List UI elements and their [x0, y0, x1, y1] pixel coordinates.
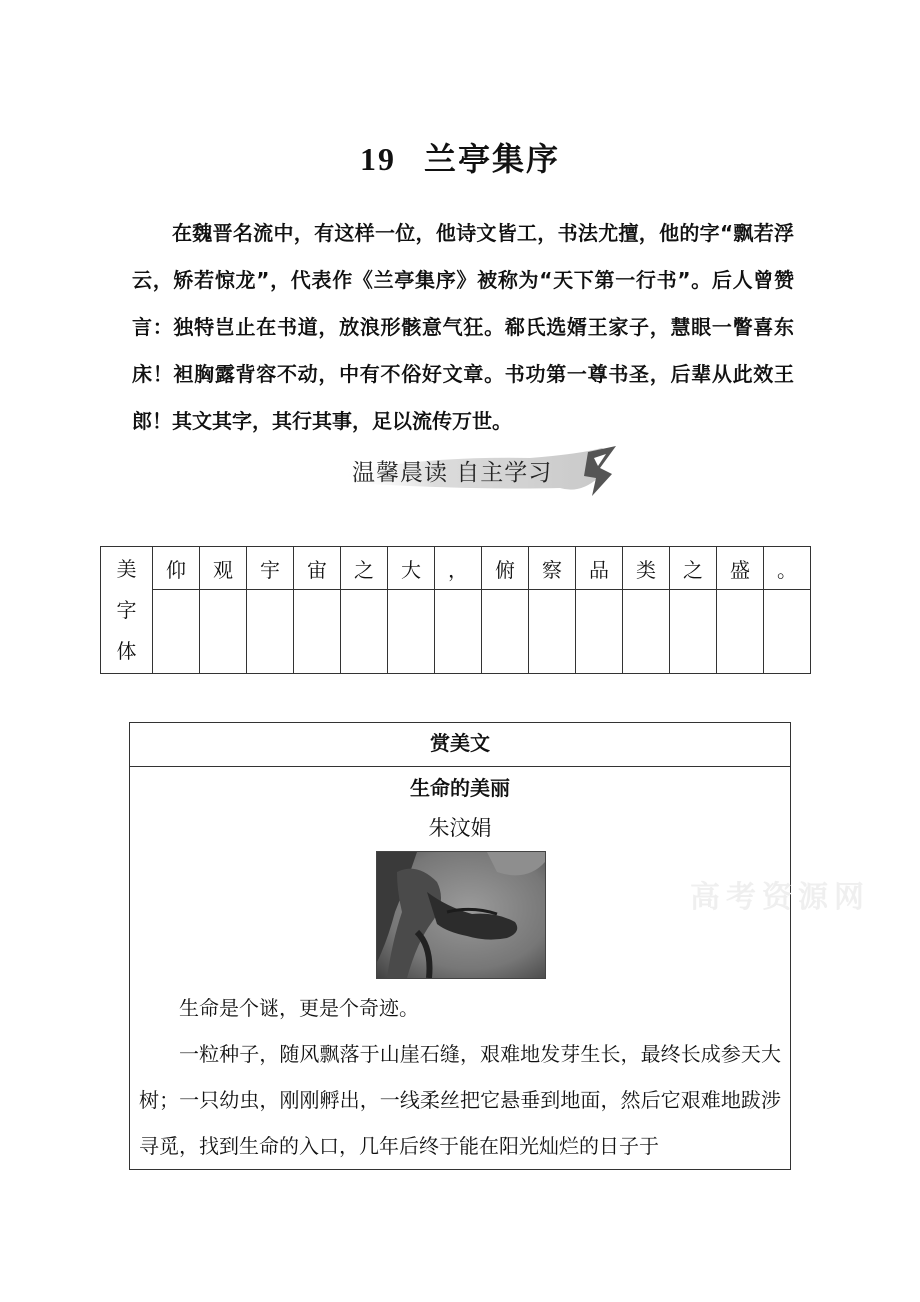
writing-cell[interactable] [247, 590, 294, 674]
writing-cell[interactable] [200, 590, 247, 674]
lesson-number: 19 [359, 141, 396, 177]
writing-cell[interactable] [153, 590, 200, 674]
intro-paragraph: 在魏晋名流中，有这样一位，他诗文皆工，书法尤擅，他的字“飘若浮云，矫若惊龙”，代表作《兰亭集序》被称为“天下第一行书”。后人曾赞言：独特岂止在书道，放浪形骸意气狂。郗氏选婿王家子，慧眼一瞥喜东床！袒胸露背容不动，中有不俗好文章。书功第一尊书圣，后辈从此效王郎！其文其字，其行其事，足以流传万世。 [132, 221, 794, 433]
bonsai-photo-image [376, 851, 546, 979]
writing-cell[interactable] [717, 590, 764, 674]
model-char-cell: 大 [388, 547, 435, 590]
writing-cell[interactable] [294, 590, 341, 674]
essay-body [139, 985, 781, 1169]
calligraphy-practice-grid [100, 546, 811, 674]
writing-cell[interactable] [576, 590, 623, 674]
writing-cell[interactable] [764, 590, 811, 674]
section-banner [330, 444, 620, 498]
watermark: 高考资源网 [690, 880, 870, 915]
writing-cell[interactable] [435, 590, 482, 674]
banner-text: 温馨晨读 自主学习 [352, 460, 553, 486]
grid-label [101, 547, 153, 674]
model-char-cell: ， [435, 547, 482, 590]
model-char-cell: 观 [200, 547, 247, 590]
grid-label-char: 字 [116, 597, 137, 622]
model-char-cell: 盛 [717, 547, 764, 590]
writing-cell[interactable] [623, 590, 670, 674]
writing-cell[interactable] [482, 590, 529, 674]
model-char-cell: 俯 [482, 547, 529, 590]
model-char-cell: 察 [529, 547, 576, 590]
model-char-cell: 宙 [294, 547, 341, 590]
model-char-cell: 仰 [153, 547, 200, 590]
model-char-cell: 类 [623, 547, 670, 590]
essay-paragraph: 生命是个谜，更是个奇迹。 [179, 996, 419, 1020]
writing-cell[interactable] [388, 590, 435, 674]
essay-author: 朱汶娟 [428, 816, 492, 840]
lesson-title: 兰亭集序 [423, 140, 560, 178]
essay-title: 生命的美丽 [410, 776, 510, 800]
model-char-cell: 宇 [247, 547, 294, 590]
essay-box [129, 722, 791, 1170]
writing-cell[interactable] [529, 590, 576, 674]
essay-paragraph: 一粒种子，随风飘落于山崖石缝，艰难地发芽生长，最终长成参天大树；一只幼虫，刚刚孵出，一线柔丝把它悬垂到地面，然后它艰难地跋涉寻觅，找到生命的入口，几年后终于能在阳光灿烂的日子于 [139, 1042, 781, 1158]
writing-cell[interactable] [670, 590, 717, 674]
model-char-cell: 之 [670, 547, 717, 590]
essay-section-heading: 赏美文 [130, 723, 790, 767]
model-char-cell: 品 [576, 547, 623, 590]
grid-label-char: 美 [116, 556, 137, 581]
model-char-cell: 。 [764, 547, 811, 590]
page-title [0, 134, 920, 180]
grid-label-char: 体 [116, 638, 137, 663]
writing-cell[interactable] [341, 590, 388, 674]
model-char-cell: 之 [341, 547, 388, 590]
